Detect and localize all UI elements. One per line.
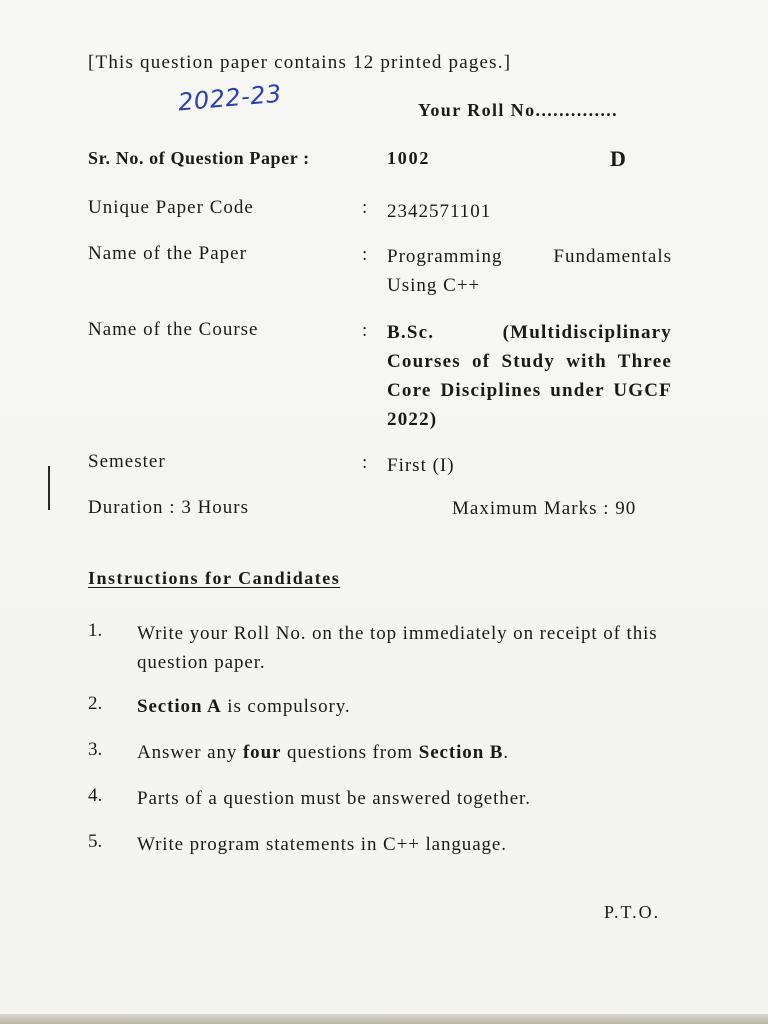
roll-number-field: Your Roll No..............	[418, 100, 619, 120]
margin-pen-mark	[48, 466, 50, 510]
instruction-emphasis: four	[242, 742, 282, 763]
instruction-text: Parts of a question must be answered together.	[137, 788, 531, 809]
instruction-text-part: is compulsory.	[221, 696, 351, 717]
instruction-number: 1.	[88, 620, 103, 641]
field-colon: :	[362, 452, 368, 473]
duration: Duration : 3 Hours	[88, 497, 250, 518]
sr-no-label: Sr. No. of Question Paper :	[88, 148, 310, 168]
page-bottom-edge	[0, 1014, 768, 1024]
field-colon: :	[362, 244, 368, 265]
field-colon: :	[362, 197, 368, 218]
semester-label: Semester	[88, 451, 166, 472]
instruction-text	[137, 692, 351, 721]
instruction-number: 3.	[88, 739, 103, 760]
instruction-number: 5.	[88, 831, 103, 852]
instruction-text-part: Answer any	[137, 742, 243, 763]
pages-note: [This question paper contains 12 printed pages.]	[88, 52, 512, 73]
course-name-value: B.Sc. (Multidisciplinary Courses of Study with Three Core Disciplines under UGCF 2022)	[387, 322, 672, 430]
maximum-marks: Maximum Marks : 90	[452, 498, 637, 519]
paper-name-value: Programming Fundamentals Using C++	[387, 246, 672, 296]
semester-value: First (I)	[387, 455, 455, 476]
handwritten-year: 2022-23	[176, 79, 283, 117]
sr-no-value: 1002	[387, 148, 431, 168]
instruction-emphasis: Section A	[137, 696, 222, 717]
instruction-text-part: questions from	[281, 742, 419, 763]
instructions-heading: Instructions for Candidates	[88, 568, 341, 588]
instruction-text-part: .	[503, 742, 510, 763]
instruction-text: Write program statements in C++ language.	[137, 834, 507, 855]
instruction-emphasis: Section B	[418, 742, 504, 763]
field-colon: :	[362, 320, 368, 341]
please-turn-over: P.T.O.	[604, 902, 661, 922]
unique-code-label: Unique Paper Code	[88, 197, 254, 218]
paper-set-letter: D	[610, 146, 626, 171]
paper-name-label: Name of the Paper	[88, 243, 247, 264]
instruction-number: 2.	[88, 693, 103, 714]
instruction-number: 4.	[88, 785, 103, 806]
instruction-text	[137, 738, 509, 767]
course-name-label: Name of the Course	[88, 319, 259, 340]
instruction-text: Write your Roll No. on the top immediately on receipt of this question paper.	[137, 623, 658, 673]
unique-code-value: 2342571101	[387, 201, 492, 222]
